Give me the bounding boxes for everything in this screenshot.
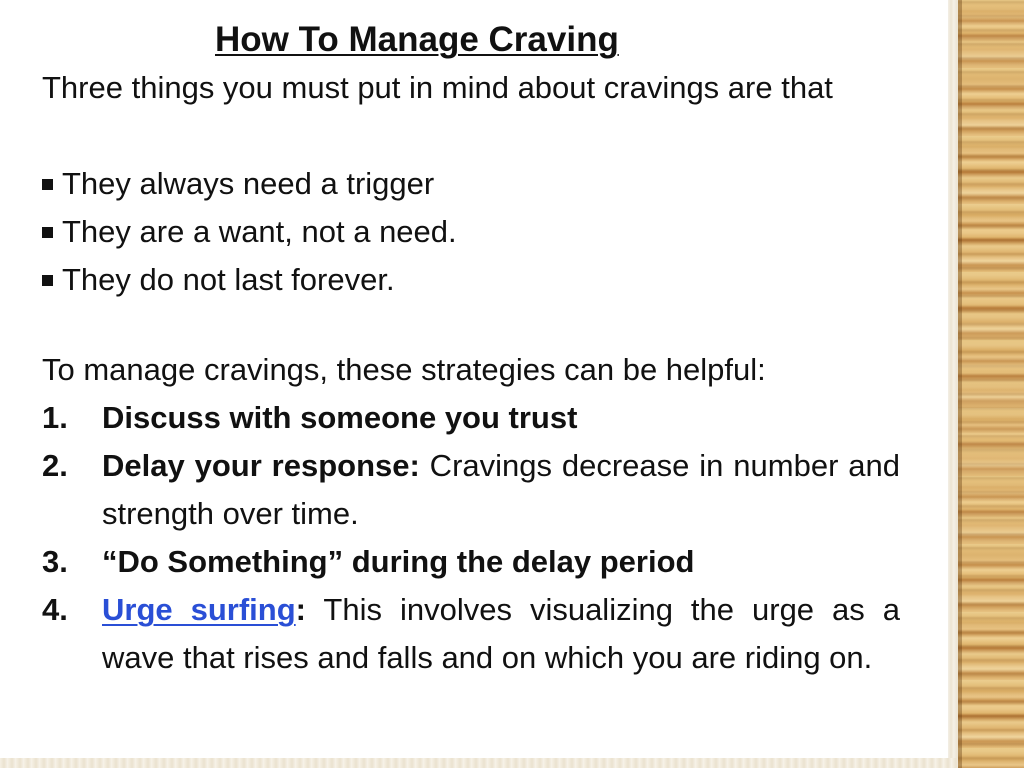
strategy-item: [42, 538, 900, 586]
slide-title: How To Manage Craving: [215, 20, 619, 59]
bottom-border: [0, 758, 958, 768]
strategy-colon: :: [295, 592, 306, 627]
strategy-item: [42, 586, 900, 682]
strategy-number: 3.: [42, 544, 68, 579]
strategy-body: [102, 394, 900, 442]
strategy-description: Cravings decrease in number and strength over time.: [102, 448, 900, 531]
bullet-text: They always need a trigger: [62, 166, 435, 201]
strategy-heading: Discuss with someone you trust: [102, 400, 578, 435]
strategy-heading: Delay your response:: [102, 448, 420, 483]
bullet-item: [42, 256, 900, 304]
strategy-number: 1.: [42, 400, 68, 435]
intro-text: Three things you must put in mind about cravings are that: [42, 70, 833, 105]
bullet-text: They are a want, not a need.: [62, 214, 457, 249]
square-bullet-icon: [42, 179, 53, 190]
strategy-description: This involves visualizing the urge as a wave that rises and falls and on which you are riding on.: [102, 592, 900, 675]
bullet-item: [42, 208, 900, 256]
panel-edge: [948, 0, 958, 768]
bullet-item: [42, 160, 900, 208]
urge-surfing-link[interactable]: Urge surfing: [102, 592, 296, 627]
strategy-body: [102, 586, 900, 682]
bullet-list: [42, 160, 900, 304]
strategy-body: [102, 538, 900, 586]
strategy-body: [102, 442, 900, 538]
strategy-number: 4.: [42, 592, 68, 627]
bullet-text: They do not last forever.: [62, 262, 395, 297]
strategy-item: [42, 442, 900, 538]
square-bullet-icon: [42, 275, 53, 286]
strategy-list: [42, 394, 900, 682]
strategy-heading: “Do Something” during the delay period: [102, 544, 695, 579]
strategies-lead: To manage cravings, these strategies can be helpful:: [42, 352, 766, 387]
strategy-number: 2.: [42, 448, 68, 483]
square-bullet-icon: [42, 227, 53, 238]
strategy-item: [42, 394, 900, 442]
wood-texture-border: [958, 0, 1024, 768]
